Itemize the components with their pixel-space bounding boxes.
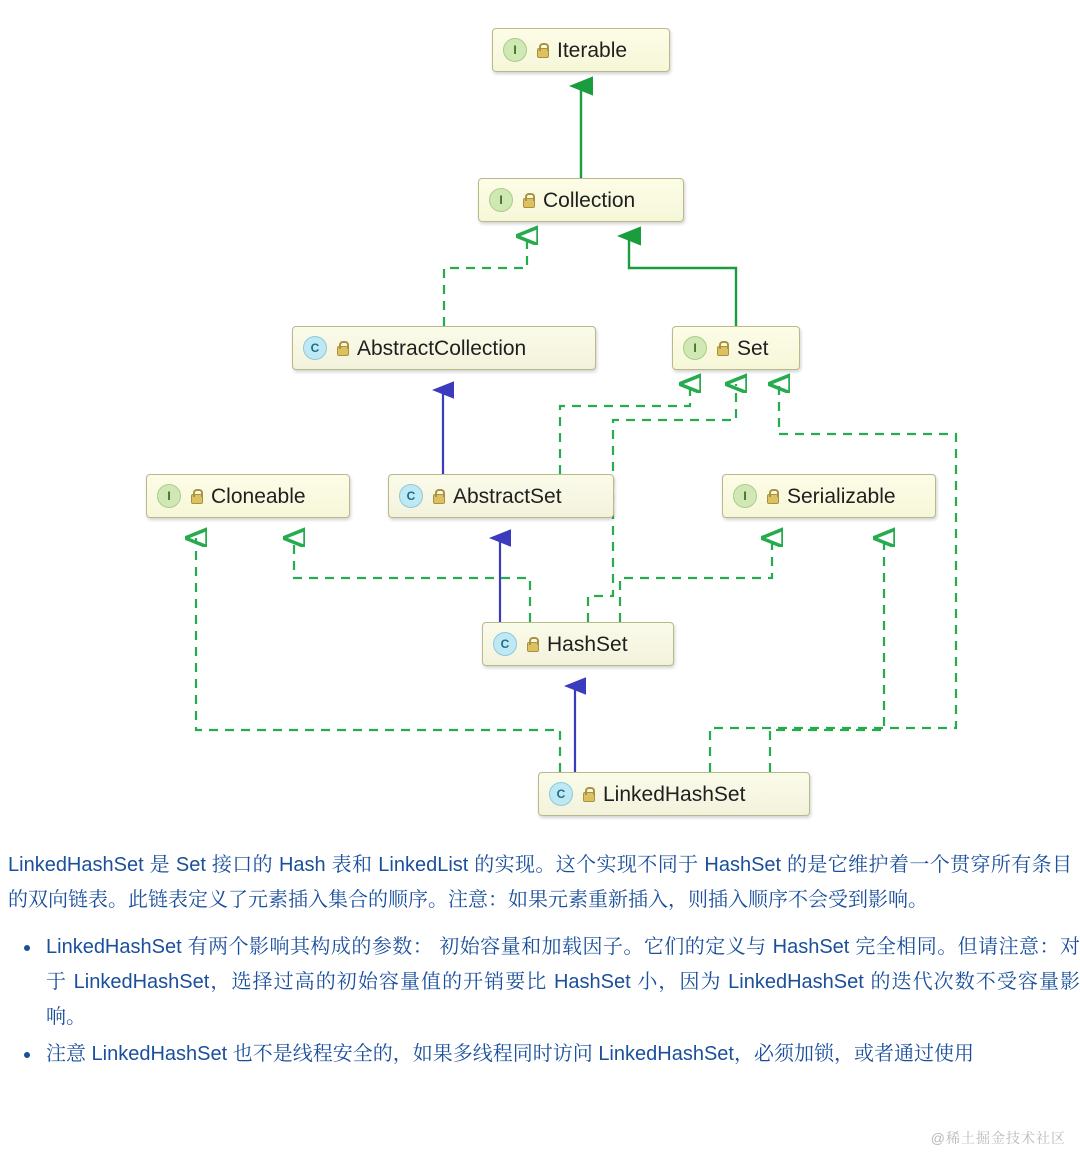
node-abstractcollection[interactable] (292, 326, 596, 370)
node-label: Iterable (557, 38, 628, 62)
node-iterable[interactable] (492, 28, 670, 72)
lock-icon (335, 341, 349, 355)
list-item: • 注意 LinkedHashSet 也不是线程安全的，如果多线程同时访问 LinkedHashSet，必须加锁，或者通过使用 (42, 1037, 1080, 1072)
node-label: AbstractSet (453, 484, 562, 508)
node-label: HashSet (547, 632, 628, 656)
lock-icon (189, 489, 203, 503)
class-badge-icon: C (399, 484, 423, 508)
node-linkedhashset[interactable] (538, 772, 810, 816)
node-serializable[interactable] (722, 474, 936, 518)
node-label: LinkedHashSet (603, 782, 746, 806)
lock-icon (581, 787, 595, 801)
interface-badge-icon: I (157, 484, 181, 508)
description-paragraph: LinkedHashSet 是 Set 接口的 Hash 表和 LinkedList 的实现。这个实现不同于 HashSet 的是它维护着一个贯穿所有条目的双向链表。此链表定义了元素插入集合的顺序。注意：如果元素重新插入，则插入顺序不会受到影响。 (8, 854, 1072, 911)
interface-badge-icon: I (489, 188, 513, 212)
interface-badge-icon: I (733, 484, 757, 508)
class-badge-icon: C (549, 782, 573, 806)
lock-icon (525, 637, 539, 651)
node-label: Serializable (787, 484, 896, 508)
node-set[interactable] (672, 326, 800, 370)
list-item: • LinkedHashSet 有两个影响其构成的参数： 初始容量和加载因子。它们的定义与 HashSet 完全相同。但请注意：对于 LinkedHashSet，选择过高的初始容量值的开销要比 HashSet 小，因为 LinkedHashSet 的迭代次数不受容量影响。 (42, 930, 1080, 1035)
class-badge-icon: C (493, 632, 517, 656)
lock-icon (521, 193, 535, 207)
watermark: @稀土掘金技术社区 (930, 1130, 1066, 1146)
lock-icon (715, 341, 729, 355)
node-label: Collection (543, 188, 636, 212)
interface-badge-icon: I (683, 336, 707, 360)
node-label: Set (737, 336, 769, 360)
interface-badge-icon: I (503, 38, 527, 62)
node-cloneable[interactable] (146, 474, 350, 518)
node-label: Cloneable (211, 484, 306, 508)
lock-icon (765, 489, 779, 503)
node-collection[interactable] (478, 178, 684, 222)
lock-icon (535, 43, 549, 57)
node-label: AbstractCollection (357, 336, 527, 360)
class-badge-icon: C (303, 336, 327, 360)
node-hashset[interactable] (482, 622, 674, 666)
description-text (0, 848, 1080, 1074)
description-bullet-list (0, 930, 1080, 1072)
node-abstractset[interactable] (388, 474, 614, 518)
lock-icon (431, 489, 445, 503)
